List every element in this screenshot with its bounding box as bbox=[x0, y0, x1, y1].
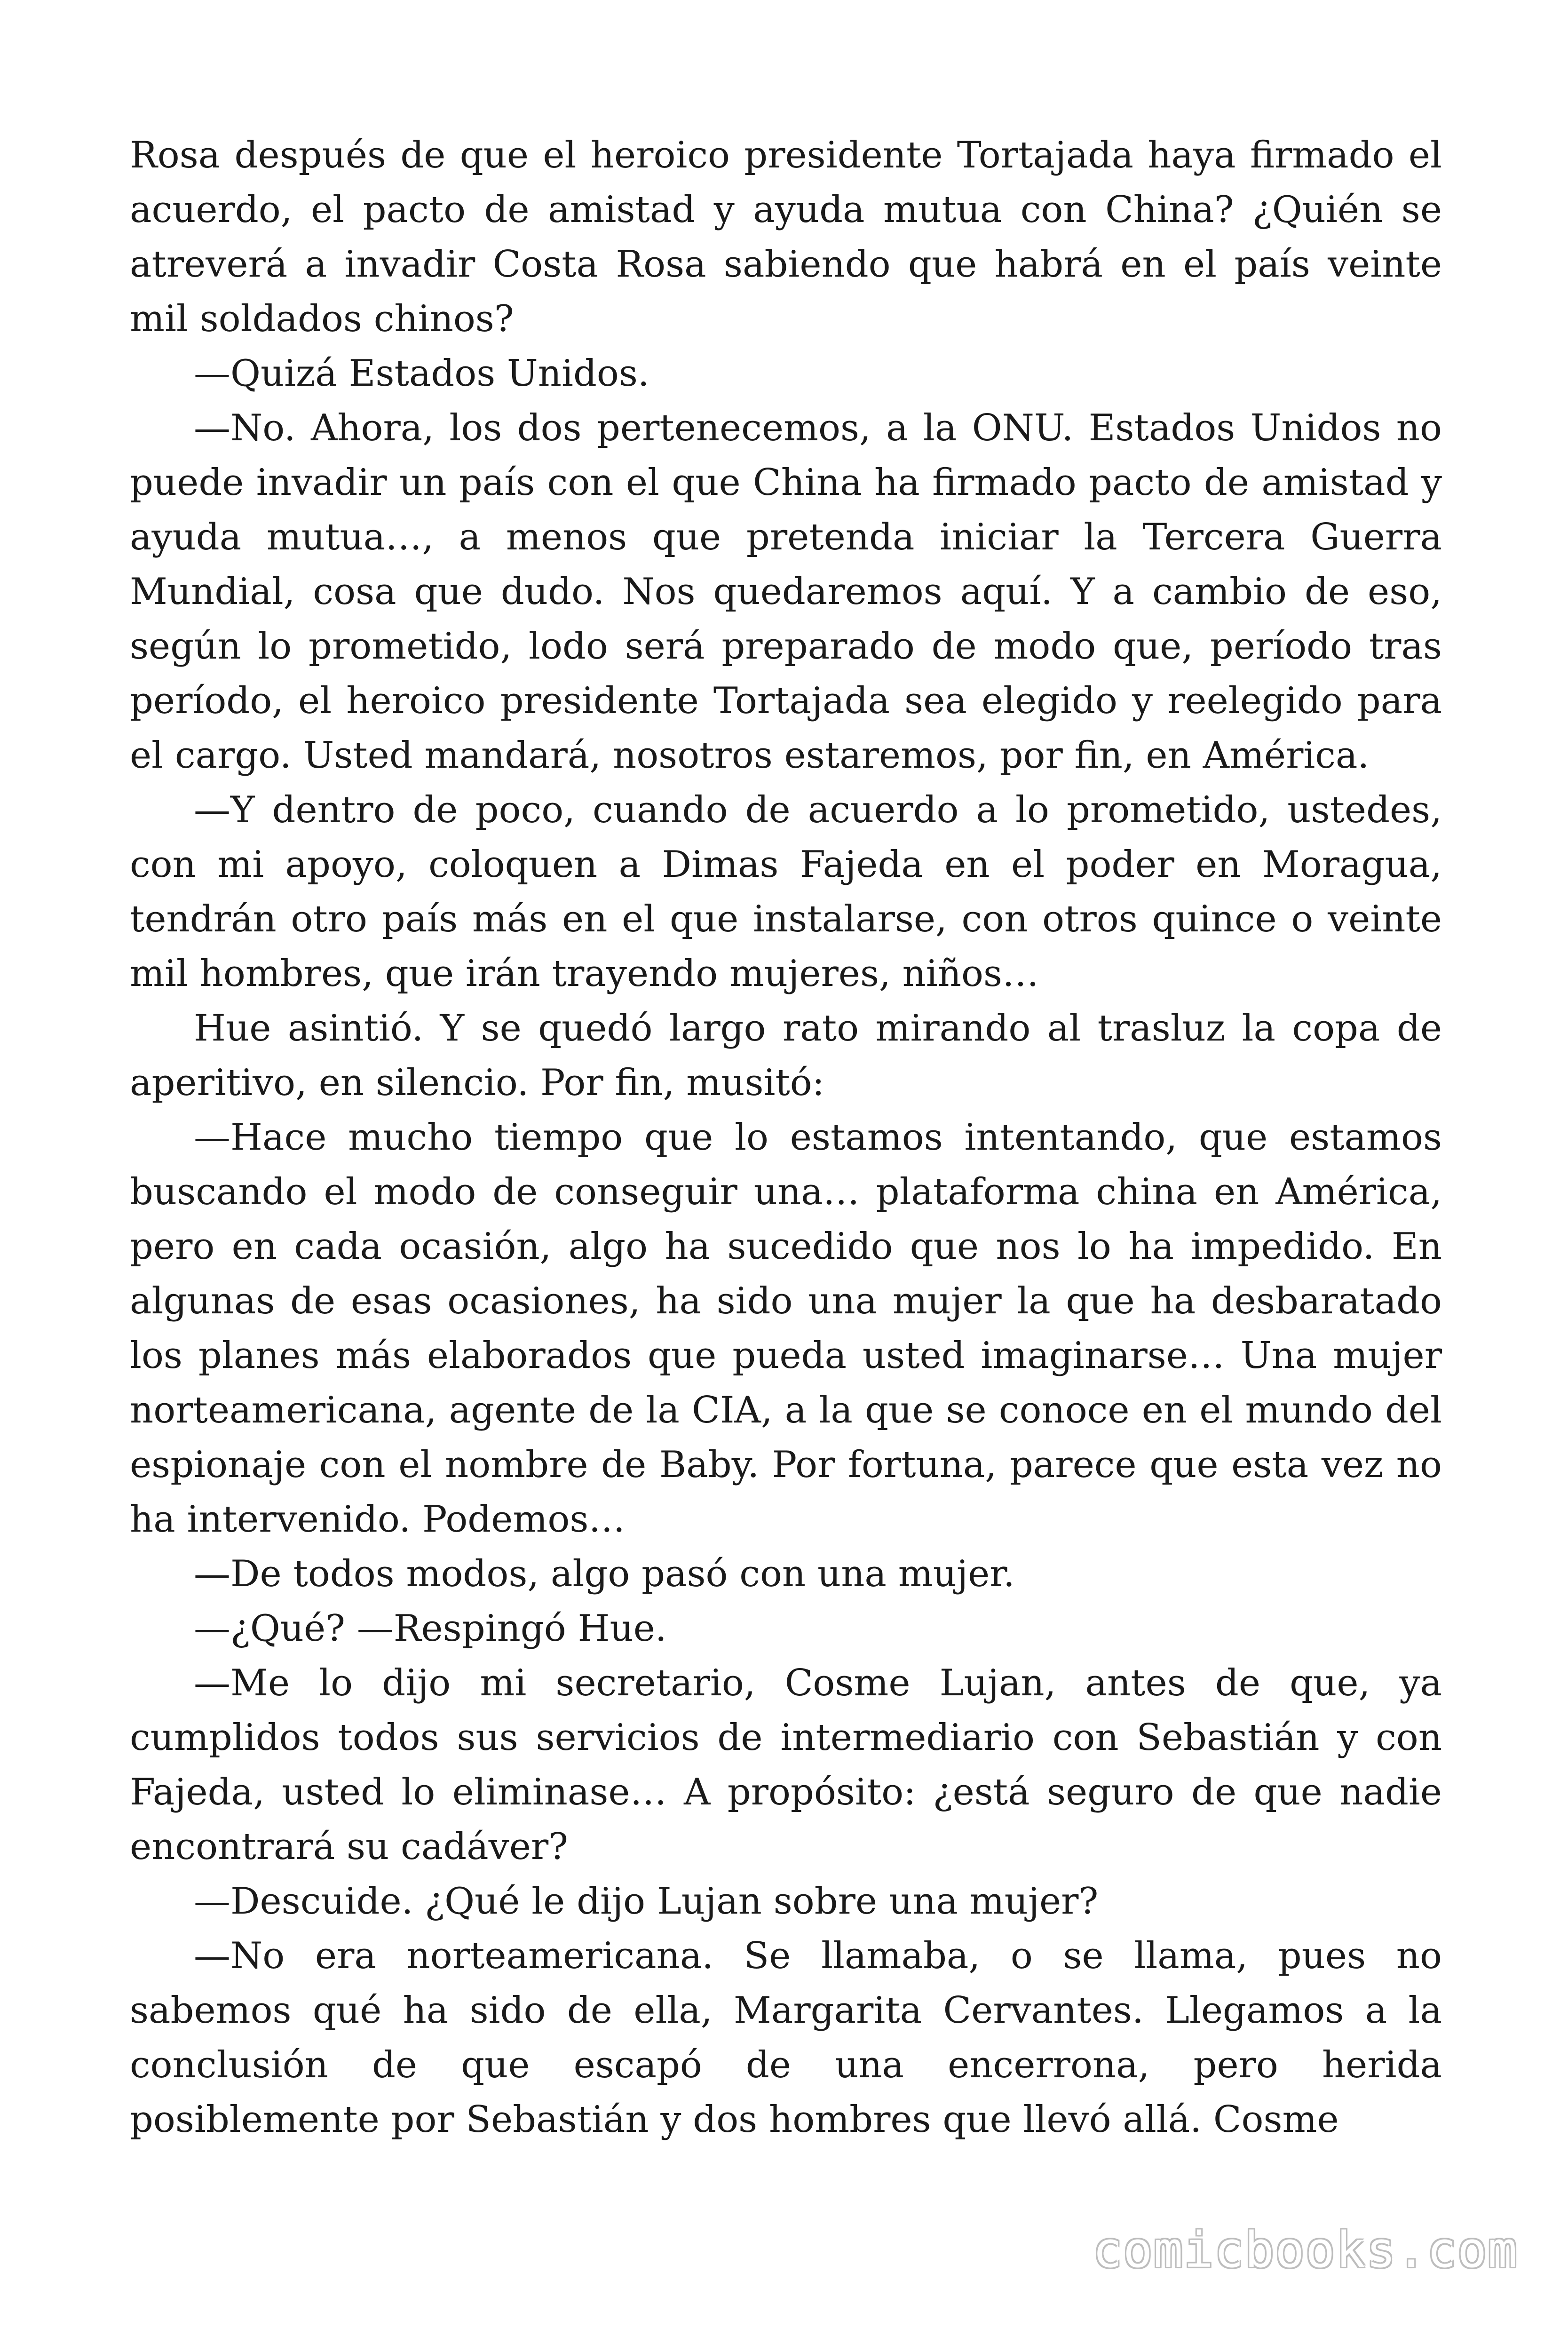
paragraph-11: —No era norteamericana. Se llamaba, o se llama, pues no sabemos qué ha sido de ella, Margarita Cervantes. Llegamos a la conclusión de que escapó de una encerrona, pero herida posiblemente por Sebastián y dos hombres que llevó allá. Cosme bbox=[130, 1935, 1442, 2141]
paragraph-10: —Descuide. ¿Qué le dijo Lujan sobre una mujer? bbox=[194, 1880, 1099, 1923]
paragraph-6: —Hace mucho tiempo que lo estamos intentando, que estamos buscando el modo de conseguir una… plataforma china en América, pero en cada ocasión, algo ha sucedido que nos lo ha impedido. En algunas de esas ocasiones, ha sido una mujer la que ha desbaratado los planes más elaborados que pueda usted imaginarse… Una mujer norteamericana, agente de la CIA, a la que se conoce en el mundo del espionaje con el nombre de Baby. Por fortuna, parece que esta vez no ha intervenido. Podemos… bbox=[130, 1116, 1442, 1541]
paragraph-4: —Y dentro de poco, cuando de acuerdo a lo prometido, ustedes, con mi apoyo, coloquen a Dimas Fajeda en el poder en Moragua, tendrán otro país más en el que instalarse, con otros quince o veinte mil hombres, que irán trayendo mujeres, niños… bbox=[130, 789, 1442, 995]
paragraph-9: —Me lo dijo mi secretario, Cosme Lujan, antes de que, ya cumplidos todos sus servicios de intermediario con Sebastián y con Fajeda, usted lo eliminase… A propósito: ¿está seguro de que nadie encontrará su cadáver? bbox=[130, 1662, 1442, 1868]
page-body bbox=[130, 128, 1442, 2147]
paragraph-2: —Quizá Estados Unidos. bbox=[194, 352, 649, 395]
paragraph-7: —De todos modos, algo pasó con una mujer. bbox=[194, 1553, 1015, 1595]
paragraph-8: —¿Qué? —Respingó Hue. bbox=[194, 1607, 667, 1650]
paragraph-1: Rosa después de que el heroico presidente Tortajada haya firmado el acuerdo, el pacto de amistad y ayuda mutua con China? ¿Quién se atreverá a invadir Costa Rosa sabiendo que habrá en el país veinte mil soldados chinos? bbox=[130, 134, 1442, 340]
watermark: comicbooks.com bbox=[1093, 2221, 1518, 2279]
paragraph-5: Hue asintió. Y se quedó largo rato mirando al trasluz la copa de aperitivo, en silencio. Por fin, musitó: bbox=[130, 1007, 1442, 1104]
paragraph-3: —No. Ahora, los dos pertenecemos, a la ONU. Estados Unidos no puede invadir un país con el que China ha firmado pacto de amistad y ayuda mutua…, a menos que pretenda iniciar la Tercera Guerra Mundial, cosa que dudo. Nos quedaremos aquí. Y a cambio de eso, según lo prometido, lodo será preparado de modo que, período tras período, el heroico presidente Tortajada sea elegido y reelegido para el cargo. Usted mandará, nosotros estaremos, por fin, en América. bbox=[130, 407, 1442, 777]
